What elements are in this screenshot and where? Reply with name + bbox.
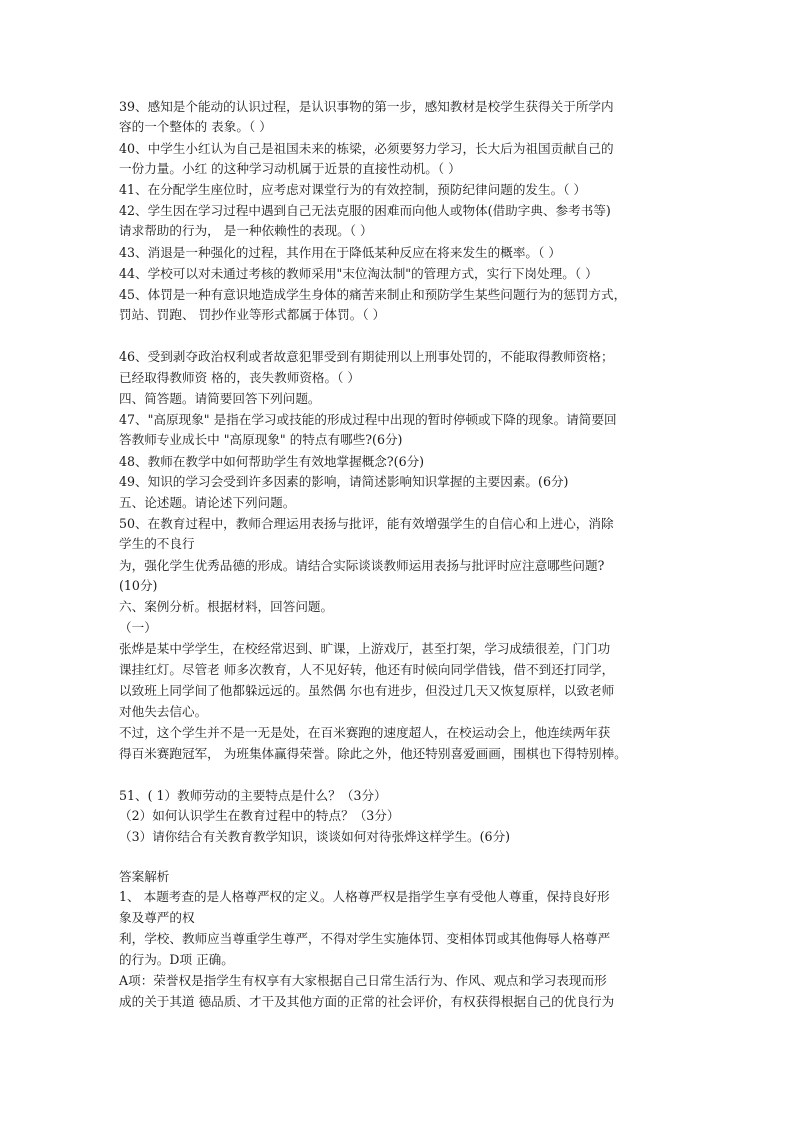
text-line: 罚站、罚跑、 罚抄作业等形式都属于体罚。（ ） [119, 307, 386, 322]
text-line: 44、学校可以对未通过考核的教师采用"末位淘汰制"的管理方式，实行下岗处理。（ ） [119, 266, 598, 281]
text-line: A项：荣誉权是指学生有权享有大家根据自己日常生活行为、作风、观点和学习表现而形 [119, 973, 607, 988]
text-line: 以致班上同学间了他都躲远远的。虽然偶 尔也有进步，但没过几天又恢复原样，以致老师 [119, 683, 615, 698]
text-line: （3）请你结合有关教育教学知识，谈谈如何对待张烨这样学生。(6分) [119, 829, 511, 844]
text-line: 42、学生因在学习过程中遇到自己无法克服的困难而向他人或物体(借助字典、参考书等) [119, 203, 611, 218]
text-line: 成的关于其道 德品质、才干及其他方面的正常的社会评价，有权获得根据自己的优良行为 [119, 994, 615, 1009]
text-line: 请求帮助的行为， 是一种依赖性的表现。（ ） [119, 223, 373, 238]
section-heading: 四、简答题。请简要回答下列问题。 [119, 391, 321, 406]
text-line: 答教师专业成长中 "高原现象" 的特点有哪些?(6分) [119, 432, 403, 447]
text-line: (10分) [119, 578, 158, 593]
text-line: 40、中学生小红认为自己是祖国未来的栋梁，必须要努力学习，长大后为祖国贡献自己的 [119, 141, 614, 156]
text-line: 45、体罚是一种有意识地造成学生身体的痛苦来制止和预防学生某些问题行为的惩罚方式， [119, 287, 627, 302]
text-line: 得百米赛跑冠军， 为班集体赢得荣誉。除此之外，他还特别喜爱画画，围棋也下得特别棒。 [119, 746, 627, 761]
section-heading: 答案解析 [119, 869, 170, 884]
section-heading: 六、案例分析。根据材料，回答问题。 [119, 599, 334, 614]
text-line: 50、在教育过程中，教师合理运用表扬与批评，能有效增强学生的自信心和上进心，消除 [119, 516, 614, 531]
section-heading: 五、论述题。请论述下列问题。 [119, 495, 296, 510]
text-line: 课挂红灯。尽管老 师多次教育，人不见好转，他还有时候向同学借钱，借不到还打同学， [119, 662, 615, 677]
text-line: 为，强化学生优秀品德的形成。请结合实际谈谈教师运用表扬与批评时应注意哪些问题? [119, 558, 605, 573]
text-line: 张烨是某中学学生，在校经常迟到、旷课，上游戏厅，甚至打架，学习成绩很差，门门功 [119, 641, 611, 656]
text-line: 43、消退是一种强化的过程，其作用在于降低某种反应在将来发生的概率。（ ） [119, 245, 561, 260]
text-line: 利，学校、教师应当尊重学生尊严，不得对学生实施体罚、变相体罚或其他侮辱人格尊严 [119, 931, 611, 946]
text-line: 已经取得教师资 格的，丧失教师资格。（ ） [119, 370, 360, 385]
text-line: 对他失去信心。 [119, 704, 208, 719]
text-line: 51、( 1）教师劳动的主要特点是什么？（3分） [119, 788, 387, 803]
text-line: 46、受到剥夺政治权利或者故意犯罪受到有期徒刑以上刑事处罚的，不能取得教师资格； [119, 349, 614, 364]
text-line: 48、教师在教学中如何帮助学生有效地掌握概念?(6分) [119, 454, 425, 469]
text-line: 象及尊严的权 [119, 910, 195, 925]
text-line: 的行为。D项 正确。 [119, 952, 234, 967]
text-line: 47、"高原现象" 是指在学习或技能的形成过程中出现的暂时停顿或下降的现象。请简要回 [119, 412, 617, 427]
text-line: 一份力量。小红 的这种学习动机属于近景的直接性动机。（ ） [119, 161, 461, 176]
text-line: 39、感知是个能动的认识过程，是认识事物的第一步，感知教材是校学生获得关于所学内 [119, 99, 614, 114]
text-line: 1、 本题考查的是人格尊严权的定义。人格尊严权是指学生享有受他人尊重，保持良好形 [119, 889, 610, 904]
text-line: （2）如何认识学生在教育过程中的特点？（3分） [119, 808, 400, 823]
text-line: 49、知识的学习会受到许多因素的影响，请简述影响知识掌握的主要因素。(6分) [119, 474, 569, 489]
text-line: 41、在分配学生座位时，应考虑对课堂行为的有效控制，预防纪律问题的发生。（ ） [119, 182, 587, 197]
text-line: 容的一个整体的 表象。（ ） [119, 119, 272, 134]
text-line: （一） [119, 620, 157, 635]
text-line: 不过，这个学生并不是一无是处，在百米赛跑的速度超人，在校运动会上，他连续两年获 [119, 725, 611, 740]
text-line: 学生的不良行 [119, 536, 195, 551]
